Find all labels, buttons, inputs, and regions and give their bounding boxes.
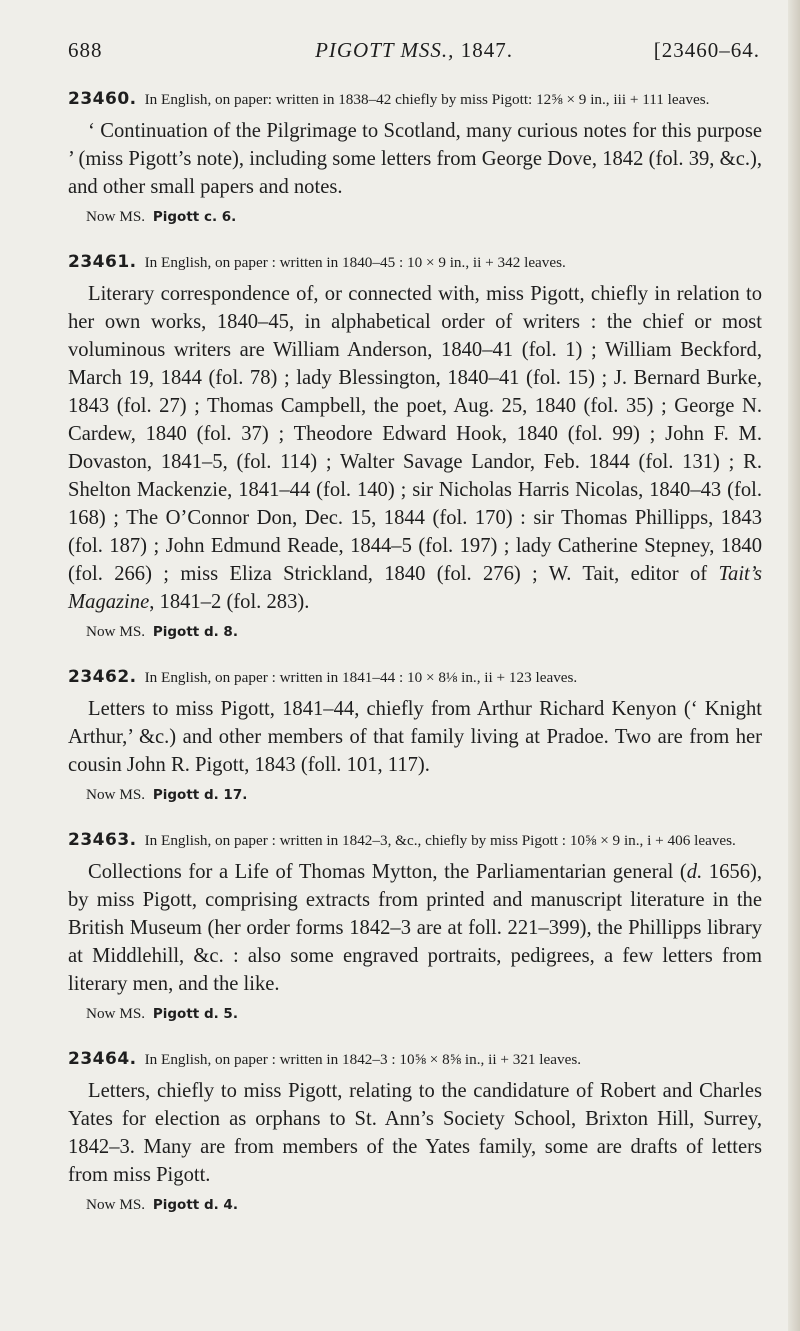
entry-23464 — [68, 1048, 762, 1215]
shelfmark-value: Pigott d. 5. — [152, 1006, 238, 1022]
page-edge — [788, 0, 800, 1331]
catalogue-entries — [68, 88, 762, 1239]
entry-head — [68, 666, 762, 689]
shelfmark-label: Now MS. — [86, 1005, 146, 1022]
body-text-end: 1656), by miss Pigott, comprising extracts from printed and manuscript literature in the British Museum (her order forms 1842–3 are at foll. 221–399), the Phillipps library at Middlehill, &c. : also some engraved portraits, pedigrees, a few letters from literary men, and the like. — [68, 861, 763, 995]
entry-description: In English, on paper: written in 1838–42 chiefly by miss Pigott: 12⅝ × 9 in., iii + 111 leaves. — [144, 91, 710, 108]
entry-23462 — [68, 666, 762, 805]
running-header — [68, 38, 760, 78]
entry-number: 23461. — [68, 252, 137, 272]
body-text-end: , 1841–2 (fol. 283). — [149, 591, 310, 613]
entry-description: In English, on paper : written in 1842–3 : 10⅝ × 8⅝ in., ii + 321 leaves. — [144, 1051, 582, 1068]
entry-body: Letters, chiefly to miss Pigott, relating to the candidature of Robert and Charles Yates for election as orphans to St. Ann’s Society School, Brixton Hill, Surrey, 1842–3. Many are from members of the Yates family, some are drafts of letters from miss Pigott. — [68, 1080, 762, 1186]
shelfmark — [68, 1004, 762, 1024]
shelfmark — [68, 207, 762, 227]
shelfmark-label: Now MS. — [86, 786, 146, 803]
entry-head — [68, 1048, 762, 1071]
title-text: PIGOTT MSS., — [315, 38, 455, 62]
shelfmark-label: Now MS. — [86, 623, 146, 640]
entry-body: ‘ Continuation of the Pilgrimage to Scotland, many curious notes for this purpose ’ (miss Pigott’s note), including some letters from George Dove, 1842 (fol. 39, &c.), and other small papers and notes. — [68, 120, 762, 198]
page-number: 688 — [68, 38, 103, 62]
entry-number: 23463. — [68, 830, 137, 850]
shelfmark-label: Now MS. — [86, 1196, 146, 1213]
body-text: Collections for a Life of Thomas Mytton, the Parliamentarian general ( — [88, 861, 687, 883]
entry-head — [68, 251, 762, 274]
entry-head — [68, 829, 762, 852]
entry-body: Letters to miss Pigott, 1841–44, chiefly from Arthur Richard Kenyon (‘ Knight Arthur,’ &c.) and other members of that family living at Pradoe. Two are from her cousin John R. Pigott, 1843 (foll. 101, 117). — [68, 698, 762, 776]
shelfmark — [68, 622, 762, 642]
shelfmark-value: Pigott d. 17. — [152, 787, 248, 803]
shelfmark-value: Pigott c. 6. — [152, 209, 237, 225]
entry-23460 — [68, 88, 762, 227]
shelfmark-value: Pigott d. 4. — [152, 1197, 238, 1213]
entry-23463 — [68, 829, 762, 1024]
entry-head — [68, 88, 762, 111]
entry-number: 23464. — [68, 1049, 137, 1069]
shelfmark — [68, 785, 762, 805]
shelfmark-value: Pigott d. 8. — [152, 624, 238, 640]
entry-body — [68, 858, 762, 998]
died-abbrev: d. — [686, 861, 703, 883]
entry-range: [23460–64. — [653, 38, 760, 62]
shelfmark-label: Now MS. — [86, 208, 146, 225]
entry-23461 — [68, 251, 762, 642]
shelfmark — [68, 1195, 762, 1215]
body-text: Literary correspondence of, or connected with, miss Pigott, chiefly in relation to her own works, 1840–45, in alphabetical order of writers : the chief or most voluminous writers are William Anderson, 1840–41 (fol. 1) ; William Beckford, March 19, 1844 (fol. 78) ; lady Blessington, 1840–41 (fol. 15) ; J. Bernard Burke, 1843 (fol. 27) ; Thomas Campbell, the poet, Aug. 25, 1840 (fol. 35) ; George N. Cardew, 1840 (fol. 37) ; Theodore Edward Hook, 1840 (fol. 99) ; John F. M. Dovaston, 1841–5, (fol. 114) ; Walter Savage Landor, Feb. 1844 (fol. 131) ; R. Shelton Mackenzie, 1841–44 (fol. 140) ; sir Nicholas Harris Nicolas, 1840–43 (fol. 168) ; The O’Connor Don, Dec. 15, 1844 (fol. 170) : sir Thomas Phillipps, 1843 (fol. 187) ; John Edmund Reade, 1844–5 (fol. 197) ; lady Catherine Stepney, 1840 (fol. 266) ; miss Eliza Strickland, 1840 (fol. 276) ; W. Tait, editor of — [68, 283, 762, 585]
entry-description: In English, on paper : written in 1842–3, &c., chiefly by miss Pigott : 10⅝ × 9 in., i + 406 leaves. — [144, 832, 736, 849]
entry-number: 23460. — [68, 89, 137, 109]
entry-description: In English, on paper : written in 1841–44 : 10 × 8⅛ in., ii + 123 leaves. — [144, 669, 578, 686]
entry-number: 23462. — [68, 667, 137, 687]
entry-description: In English, on paper : written in 1840–45 : 10 × 9 in., ii + 342 leaves. — [144, 254, 566, 271]
entry-body — [68, 280, 762, 616]
magazine-title: Tait’s Magazine — [68, 563, 762, 613]
title-year: 1847. — [460, 38, 513, 62]
